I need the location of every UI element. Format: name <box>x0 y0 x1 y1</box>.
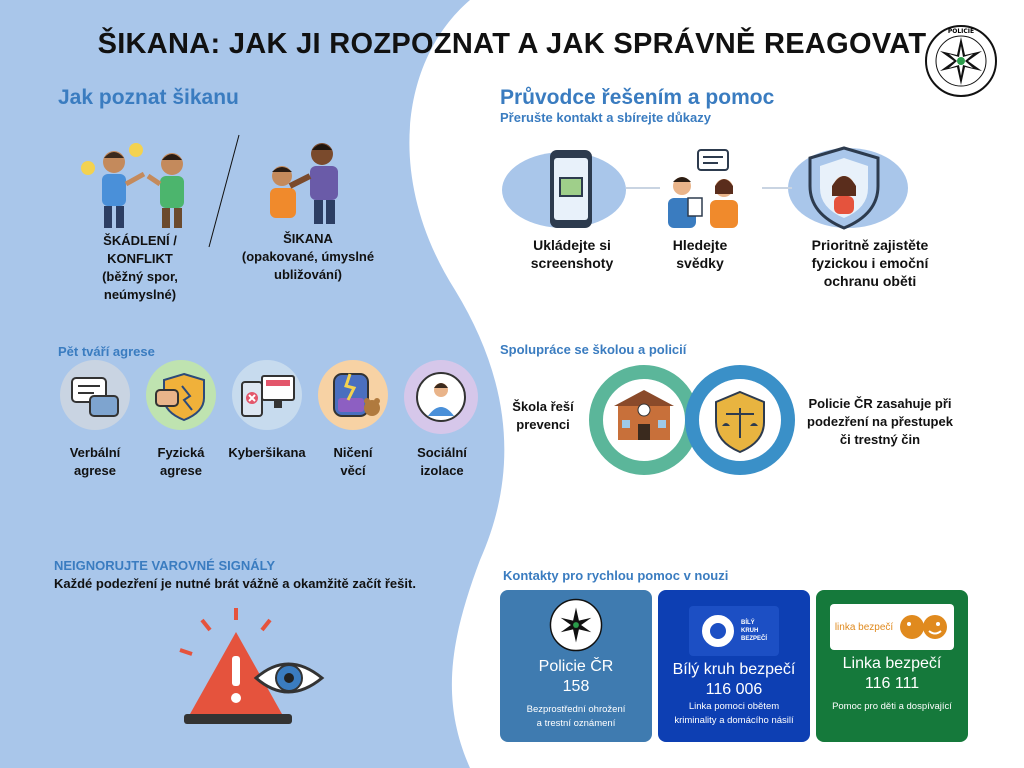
guide-subheading: Přerušte kontakt a sbírejte důkazy <box>500 110 711 125</box>
physical-aggression-circle <box>146 360 216 430</box>
contacts-heading: Kontakty pro rychlou pomoc v nouzi <box>503 568 729 583</box>
teasing-label: ŠKÁDLENÍ / KONFLIKT (běžný spor, neúmyslné) <box>102 233 178 302</box>
school-police-rings-icon <box>588 364 796 476</box>
bullying-label: ŠIKANA (opakované, úmyslné ubližování) <box>241 231 375 282</box>
warning-subtext: Každé podezření je nutné brát vážně a okamžitě začít řešit. <box>54 576 416 591</box>
contact-name: Policie ČR <box>538 658 614 675</box>
page-title: ŠIKANA: JAK JI ROZPOZNAT A JAK SPRÁVNĚ REAGOVAT <box>97 28 927 60</box>
face-label-verbal: Verbální agrese <box>69 445 121 478</box>
contact-description: Bezprostřední ohrožení a trestní oznámení <box>526 704 626 729</box>
contact-number[interactable]: 116 006 <box>705 681 763 698</box>
devices-icon <box>232 360 302 430</box>
contact-description: Linka pomoci obětem kriminality a domácího násilí <box>674 701 794 726</box>
step-label-protection: Prioritně zajistěte fyzickou i emoční ochranu oběti <box>811 237 929 289</box>
property-damage-circle <box>318 360 388 430</box>
svg-text:POLICIE: POLICIE <box>947 28 975 35</box>
phone-screenshot-icon <box>546 148 596 230</box>
contact-number[interactable]: 116 111 <box>864 675 920 692</box>
broken-backpack-icon <box>318 360 388 430</box>
fist-shield-icon <box>146 360 216 430</box>
child-line-logo-text: linka bezpečí <box>834 621 894 633</box>
social-isolation-circle <box>404 360 478 434</box>
police-badge-icon <box>549 598 603 652</box>
contact-card-police[interactable] <box>500 590 652 742</box>
police-star-logo-icon <box>924 24 998 98</box>
recognize-heading: Jak poznat šikanu <box>58 86 239 109</box>
contact-name: Linka bezpečí <box>842 655 942 672</box>
step-label-witnesses: Hledejte svědky <box>672 237 728 271</box>
face-label-isolation: Sociální izolace <box>417 445 467 478</box>
face-label-cyber: Kyberšikana <box>228 445 306 460</box>
face-label-damage: Ničení věcí <box>333 445 373 478</box>
teasing-kids-icon <box>78 140 208 230</box>
cyberbullying-circle <box>232 360 302 430</box>
contact-card-child-line[interactable] <box>816 590 968 742</box>
white-ring-icon <box>701 614 735 648</box>
school-label: Škola řeší prevenci <box>512 399 574 432</box>
police-role-label: Policie ČR zasahuje při podezření na přestupek či trestný čin <box>807 396 953 447</box>
contact-card-white-circle[interactable] <box>658 590 810 742</box>
verbal-aggression-circle <box>60 360 130 430</box>
child-line-logo <box>830 604 954 650</box>
two-faces-icon <box>899 612 949 642</box>
isolated-person-icon <box>404 360 478 434</box>
warning-eye-icon <box>170 606 330 730</box>
face-label-physical: Fyzická agrese <box>157 445 205 478</box>
step-label-screenshots: Ukládejte si screenshoty <box>530 237 614 271</box>
warning-heading: NEIGNORUJTE VAROVNÉ SIGNÁLY <box>54 558 276 573</box>
speech-bubbles-icon <box>60 360 130 430</box>
faces-heading: Pět tváří agrese <box>58 344 155 359</box>
contact-number[interactable]: 158 <box>562 678 590 695</box>
cooperation-heading: Spolupráce se školou a policií <box>500 342 687 357</box>
witnesses-icon <box>660 148 748 230</box>
protected-victim-icon <box>808 146 880 230</box>
contact-name: Bílý kruh bezpečí <box>672 661 796 678</box>
guide-heading: Průvodce řešením a pomoc <box>500 86 775 109</box>
contact-description: Pomoc pro děti a dospívající <box>832 701 952 712</box>
white-circle-logo: BÍLÝ KRUH BEZPEČÍ <box>689 606 779 656</box>
bullying-kids-icon <box>260 140 352 226</box>
